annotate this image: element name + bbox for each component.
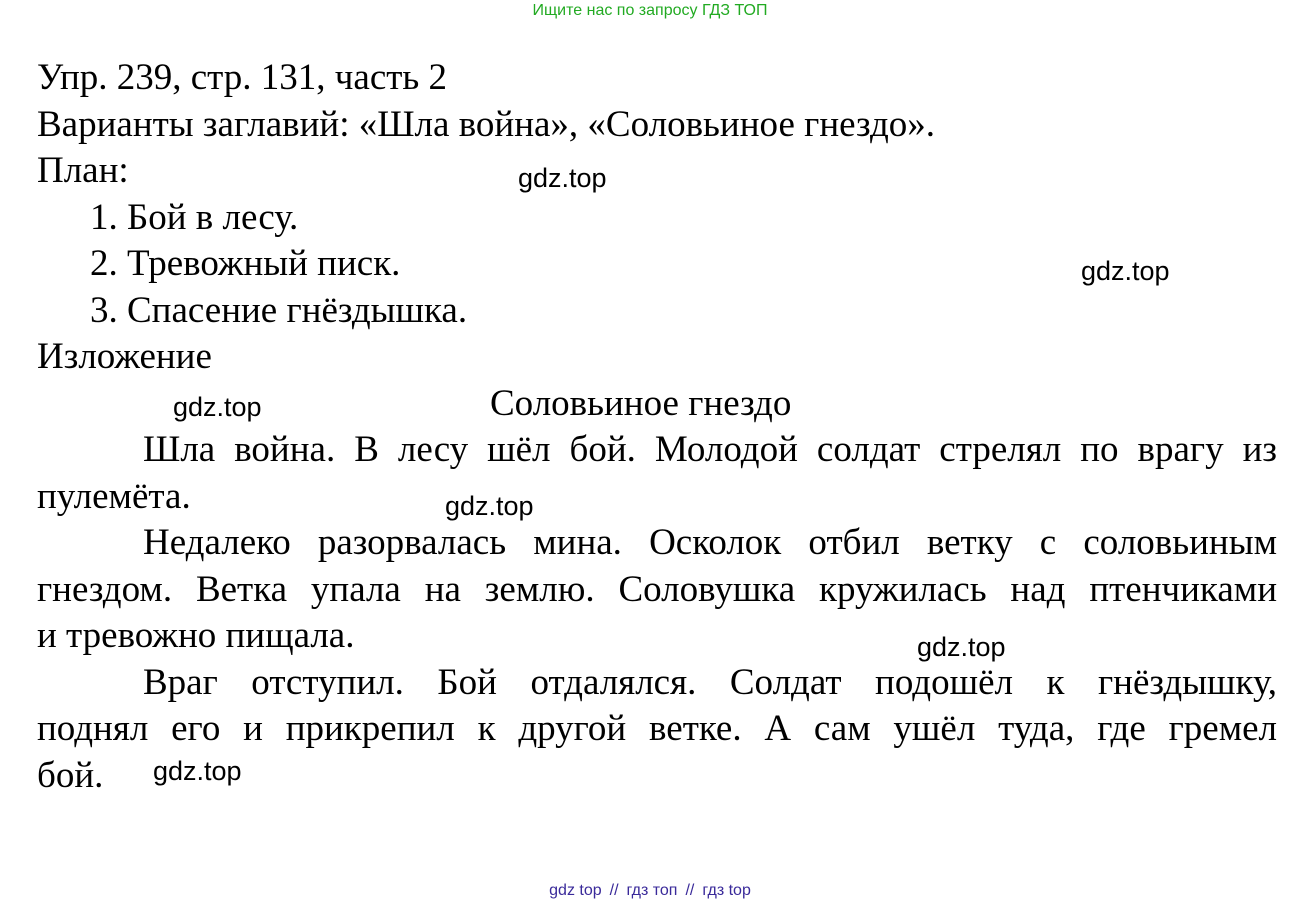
exercise-heading: Упр. 239, стр. 131, часть 2	[37, 57, 448, 98]
footer-links	[0, 882, 1300, 900]
footer-link[interactable]: гдз top	[702, 882, 751, 899]
top-banner: Ищите нас по запросу ГДЗ ТОП	[532, 2, 768, 19]
plan-item: 1. Бой в лесу.	[90, 196, 299, 238]
section-label: Изложение	[37, 336, 212, 377]
footer-separator: //	[685, 882, 695, 899]
document-body	[37, 55, 1277, 799]
watermark: gdz.top	[518, 163, 607, 193]
paragraph-line: бой.	[37, 754, 104, 796]
title-variants: Варианты заглавий: «Шла война», «Соловьиное гнездо».	[37, 103, 936, 145]
plan-label: План:	[37, 150, 129, 191]
watermark: gdz.top	[153, 756, 242, 786]
footer-link[interactable]: gdz top	[549, 882, 602, 899]
paragraph-line: Недалеко разорвалась мина. Осколок отбил ветку с соловьиным	[143, 522, 1277, 563]
watermark: gdz.top	[1081, 256, 1170, 286]
story-title: Соловьиное гнездо	[490, 382, 792, 424]
paragraph-line: пулемёта.	[37, 475, 191, 517]
paragraph-line: поднял его и прикрепил к другой ветке. А сам ушёл туда, где гремел	[37, 708, 1277, 749]
paragraph	[37, 427, 1277, 520]
paragraph	[37, 520, 1277, 660]
paragraph-line: Шла война. В лесу шёл бой. Молодой солдат стрелял по врагу из	[143, 429, 1277, 470]
watermark: gdz.top	[173, 392, 262, 422]
paragraph-line: и тревожно пищала.	[37, 615, 355, 656]
footer-link[interactable]: гдз топ	[626, 882, 678, 899]
plan-item: 3. Спасение гнёздышка.	[90, 289, 468, 331]
paragraph-line: гнездом. Ветка упала на землю. Соловушка кружилась над птенчиками	[37, 568, 1277, 610]
paragraph-line: Враг отступил. Бой отдалялся. Солдат подошёл к гнёздышку,	[143, 661, 1277, 703]
footer-separator: //	[609, 882, 619, 899]
plan-item: 2. Тревожный писк.	[90, 243, 401, 284]
watermark: gdz.top	[445, 491, 534, 521]
watermark: gdz.top	[917, 632, 1006, 662]
